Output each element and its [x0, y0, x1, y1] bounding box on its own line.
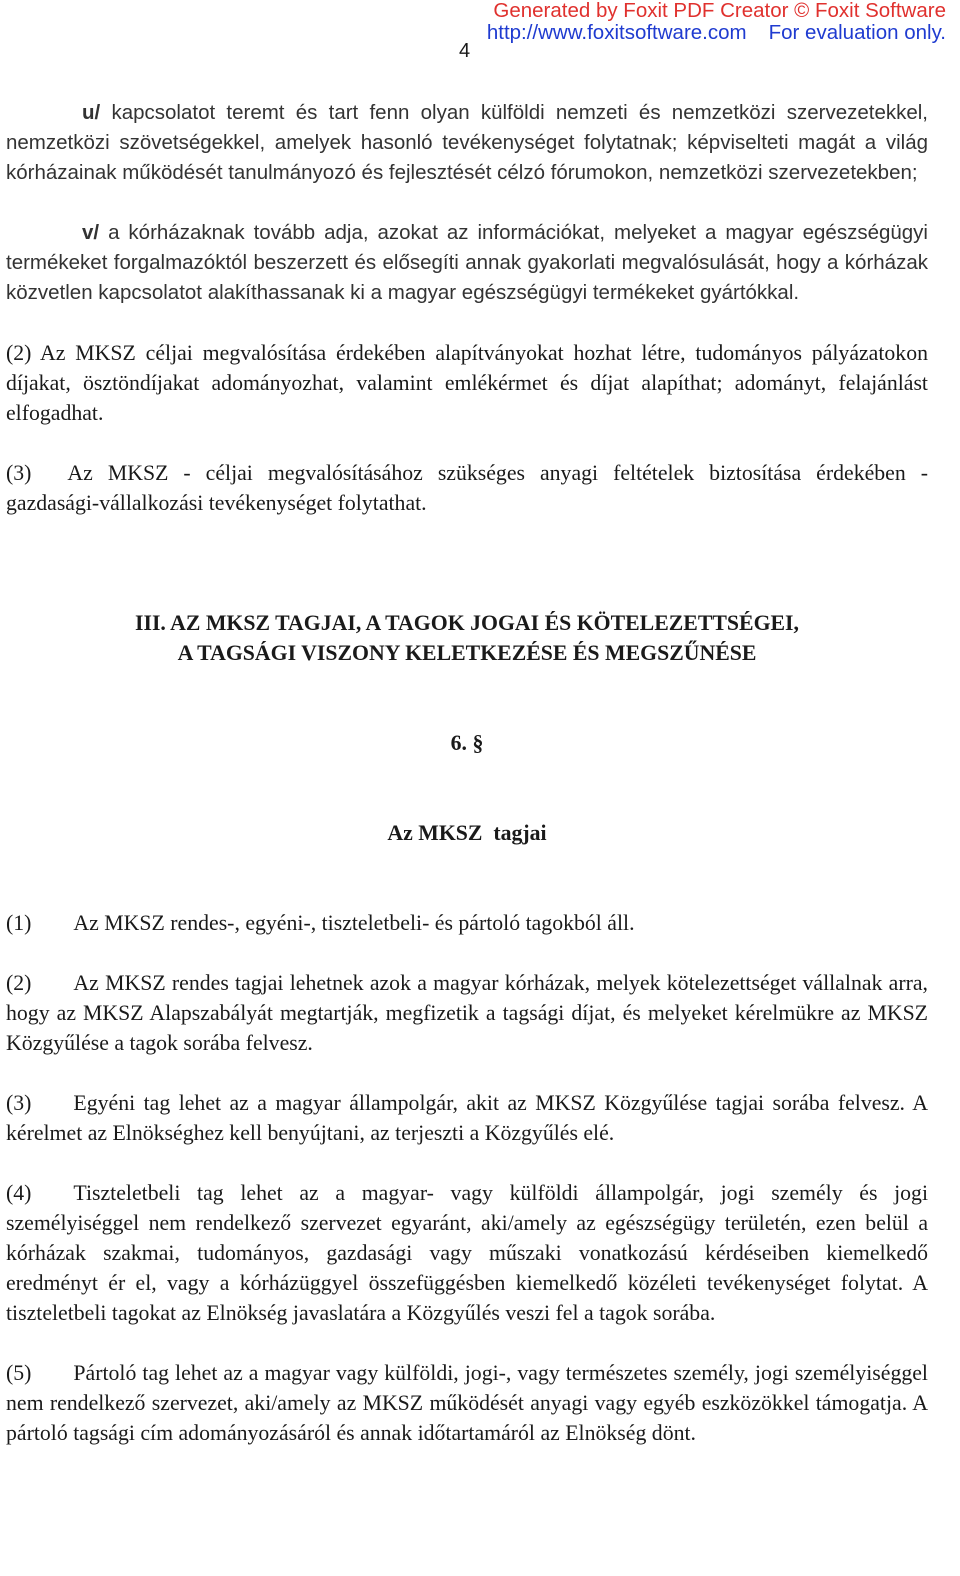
- paragraph: [6, 1088, 928, 1148]
- paragraph: [6, 968, 928, 1058]
- section-title: Az MKSZ tagjai: [387, 821, 547, 845]
- evaluation-watermark: [487, 0, 946, 44]
- paragraph-number: (2): [6, 971, 32, 995]
- item-text: a kórházaknak tovább adja, azokat az információkat, melyeket a magyar egészségügyi termékeket forgalmazóktól beszerzett és elősegíti annak gyakorlati megvalósulását, hogy a kórházak közvetlen kapcsolatot alakíthassanak ki a magyar egészségügyi termékeket gyártókkal.: [6, 221, 928, 304]
- paragraph-text: Az MKSZ rendes tagjai lehetnek azok a magyar kórházak, melyek kötelezettséget vállalnak arra, hogy az MKSZ Alapszabályát megtartják, megfizetik a tagsági díjat, és melyeket kérelmükre az MKSZ Közgyűlése a tagok sorába felvesz.: [6, 971, 928, 1055]
- paragraph-number: (1): [6, 911, 32, 935]
- paragraph-number: (3): [6, 461, 32, 485]
- paragraph-text: Az MKSZ - céljai megvalósításához szükséges anyagi feltételek biztosítása érdekében - gazdasági-vállalkozási tevékenységet folytathat.: [6, 461, 928, 515]
- document-body: [6, 98, 928, 1448]
- item-marker: v/: [82, 221, 100, 244]
- paragraph: [6, 908, 928, 938]
- paragraph-text: Az MKSZ rendes-, egyéni-, tiszteletbeli- és pártoló tagokból áll.: [73, 911, 635, 935]
- paragraph-number: (4): [6, 1181, 32, 1205]
- paragraph: [6, 1178, 928, 1328]
- section-number: 6. §: [450, 731, 484, 755]
- paragraph-text: Tiszteletbeli tag lehet az a magyar- vagy külföldi állampolgár, jogi személy és jogi személyiséggel nem rendelkező szervezet egyaránt, aki/amely az egészségügy területén, ezen belül a kórházak szakmai, tudományos, gazdasági vagy műszaki vonatkozású kérdéseiben kiemelkedő eredményt ér el, vagy a kórházüggyel összefüggésben kiemelkedő közéleti tevékenységet folytat. A tiszteletbeli tagokat az Elnökség javaslatára a Közgyűlés veszi fel a tagok sorába.: [6, 1181, 928, 1325]
- chapter-heading-line2: A TAGSÁGI VISZONY KELETKEZÉSE ÉS MEGSZŰNÉSE: [177, 641, 757, 665]
- paragraph: [6, 458, 928, 518]
- paragraph-text: Az MKSZ céljai megvalósítása érdekében alapítványokat hozhat létre, tudományos pályázatokon díjakat, ösztöndíjakat adományozhat, valamint emlékérmet és díjat alapíthat; adományt, felajánlást elfogadhat.: [6, 341, 928, 425]
- paragraph: [6, 338, 928, 428]
- list-item-u: [6, 98, 928, 188]
- paragraph-number: (2): [6, 341, 32, 365]
- watermark-note: For evaluation only.: [768, 21, 946, 44]
- paragraph-text: Pártoló tag lehet az a magyar vagy külföldi, jogi-, vagy természetes személy, jogi személyiséggel nem rendelkező szervezet, aki/amely az MKSZ működését anyagi vagy egyéb eszközökkel támogatja. A pártoló tagsági cím adományozásáról és annak időtartamáról az Elnökség dönt.: [6, 1361, 928, 1445]
- paragraph: [6, 1358, 928, 1448]
- paragraph-text: Egyéni tag lehet az a magyar állampolgár, akit az MKSZ Közgyűlése tagjai sorába felvesz. A kérelmet az Elnökséghez kell benyújtani, az terjeszti a Közgyűlés elé.: [6, 1091, 928, 1145]
- chapter-heading: [6, 608, 928, 668]
- paragraph-number: (5): [6, 1361, 32, 1385]
- list-item-v: [6, 218, 928, 308]
- item-text: kapcsolatot teremt és tart fenn olyan külföldi nemzeti és nemzetközi szervezetekkel, nemzetközi szövetségekkel, amelyek hasonló tevékenységet folytatnak; képviselteti magát a világ kórházainak működését tanulmányozó és fejlesztését célzó fórumokon, nemzetközi szervezetekben;: [6, 101, 928, 184]
- watermark-line1: Generated by Foxit PDF Creator © Foxit Software: [493, 0, 946, 22]
- paragraph-number: (3): [6, 1091, 32, 1115]
- chapter-heading-line1: III. AZ MKSZ TAGJAI, A TAGOK JOGAI ÉS KÖTELEZETTSÉGEI,: [134, 611, 799, 635]
- watermark-url[interactable]: http://www.foxitsoftware.com: [486, 21, 747, 44]
- page-number: 4: [459, 40, 471, 62]
- item-marker: u/: [82, 101, 101, 124]
